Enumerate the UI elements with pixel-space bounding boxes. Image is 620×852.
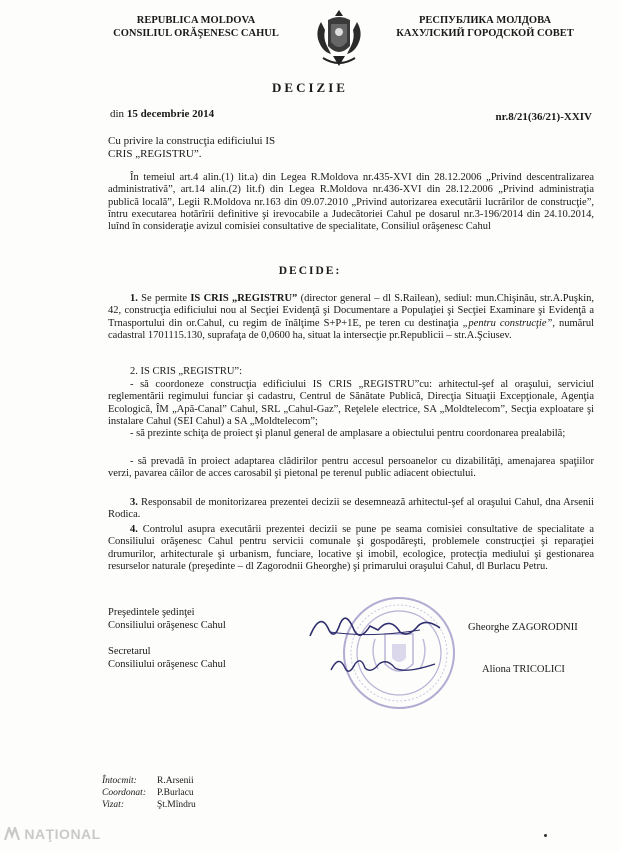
coordonat-value: P.Burlacu <box>157 788 194 798</box>
date-value: 15 decembrie 2014 <box>126 108 215 120</box>
point-2-c-text: - să prevadă în proiect adaptarea clădirilor pentru accesul persoanelor cu dizabilităţi, amenajarea spaţiilor verzi, pavarea căilor de acces carosabil şi pietonal pe terenul public adiacent obiectului. <box>108 456 594 480</box>
point-2-a-text: - să coordoneze construcţia edificiului IS CRIS „REGISTRU”cu: arhitectul-şef al oraşului, serviciul reglementării regimului funciar şi cadastru, Centrul de Sănătate Publică, Direcţia Situaţii Excepţionale, Agenţia Ecologică, ÎM „Apă-Canal” Cahul, SRL „Cahul-Gaz”, Reţelele electrice, SA „Moldtelecom”, Secţia exploatare şi instalare Cahul (SEI Cahul) a SA „Moldtelecom”; <box>108 379 594 427</box>
document-date <box>110 108 214 120</box>
document-title: DECIZIE <box>272 80 348 95</box>
decide-heading: DECIDE: <box>278 265 342 277</box>
point-2-head-text: 2. IS CRIS „REGISTRU”: <box>130 366 243 377</box>
intocmit-label: Întocmit: <box>102 776 137 786</box>
date-prefix: din <box>110 108 125 120</box>
point-1-text-b: (director general – dl S.Railean), sediul: mun.Chişinău, str.A.Puşkin, 42, construcţia edificiului nou al Secţiei Evidenţă şi Documentare a Populaţiei şi Secţiei Examinare şi Evidenţă a Trnasportului din or.Cahul, cu regim de înălţime S+P+1E, pe teren cu destinaţia <box>108 293 595 329</box>
secretary-line2: Consiliului orăşenesc Cahul <box>108 659 226 670</box>
secretary-signature-icon <box>325 650 445 680</box>
moldova-coat-of-arms-icon <box>313 8 365 70</box>
point-2-c <box>108 456 594 481</box>
point-3-text: Responsabil de monitorizarea prezentei decizii se desemnează arhitectul-şef al oraşului Cahul, dna Arsenii Rodica. <box>108 497 595 521</box>
point-4-text: Controlul asupra executării prezentei decizii se pune pe seama comisiei consultative de specialitate a Consiliului orăşenesc Cahul pentru servicii comunale şi gospodăreşti, problemele construcţiei şi reparaţiei drumurilor, arhitecturale şi urbanism, funciare, locative şi imobil, ecologice, protecţia mediului şi gestionarea resurselor naturale (preşedinte – dl Zagorodnii Gheorghe) şi primarului oraşului Cahul, dl Burlacu Petru. <box>108 524 595 572</box>
point-1-bold: IS CRIS „REGISTRU” <box>190 293 298 304</box>
document-number: nr.8/21(36/21)-XXIV <box>495 111 592 123</box>
national-logo-icon <box>4 827 20 841</box>
footer-approvals <box>102 775 262 811</box>
header-right-line1: РЕСПУБЛИКА МОЛДОВА <box>418 15 552 26</box>
chair-name: Gheorghe ZAGORODNII <box>468 622 578 633</box>
point-4 <box>108 524 594 573</box>
point-3-number: 3. <box>130 497 138 508</box>
coordonat-label: Coordonat: <box>102 788 146 798</box>
point-4-number: 4. <box>130 524 138 535</box>
intocmit-value: R.Arsenii <box>157 776 194 786</box>
point-1-text-a: Se permite <box>141 293 188 304</box>
preamble-paragraph <box>108 172 594 233</box>
point-2-b-text: - să prezinte schiţa de proiect şi planul general de amplasare a obiectului pentru coordonarea prealabilă; <box>130 428 566 439</box>
vizat-label: Vizat: <box>102 800 124 810</box>
secretary-title <box>108 645 226 671</box>
point-1-number: 1. <box>130 293 138 304</box>
point-1-italic: „pentru construcţie” <box>462 317 553 329</box>
point-1 <box>108 293 594 342</box>
point-2-b <box>108 428 594 440</box>
point-1-text-c: , numărul cadastral 1701115.130, suprafaţa de 0,0600 ha, situat la intersecţie pr.Republicii – str.A.Şciusev. <box>108 317 595 341</box>
header-right-line2: КАХУЛСКИЙ ГОРОДСКОЙ СОВЕТ <box>396 28 574 39</box>
chair-title <box>108 606 226 632</box>
header-left-line2: CONSILIUL ORĂŞENESC CAHUL <box>113 28 279 39</box>
header-right <box>380 14 590 40</box>
secretary-line1: Secretarul <box>108 646 151 657</box>
point-2-heading <box>108 366 594 378</box>
subject-line2: CRIS „REGISTRU”. <box>108 148 202 160</box>
footer-row-vizat <box>102 799 262 811</box>
subject-line1: Cu privire la construcţia edificiului IS <box>108 135 276 147</box>
point-3 <box>108 497 594 522</box>
secretary-name: Aliona TRICOLICI <box>482 664 565 675</box>
footer-row-coordonat <box>102 787 262 799</box>
speck-mark <box>544 834 547 837</box>
footer-row-intocmit <box>102 775 262 787</box>
chair-line2: Consiliului orăşenesc Cahul <box>108 620 226 631</box>
chair-line1: Preşedintele şedinţei <box>108 607 195 618</box>
point-2-a <box>108 379 594 428</box>
preamble-text: În temeiul art.4 alin.(1) lit.a) din Legea R.Moldova nr.435-XVI din 28.12.2006 „Privind descentralizarea administrativă”, art.14 alin.(2) lit.f) din Legea R.Moldova nr.436-XVI din 28.12.2006 „Privind administraţia publică locală”, Legii R.Moldova nr.163 din 09.07.2010 „Privind autorizarea executării lucrărilor de construcţie”, întru executarea hotărîrii definitive şi irevocabile a Judecătoriei Cahul pe dosarul nr.3-196/2014 din 24.10.2014, luînd în consideraţie avizul comisiei consultative de specialitate, Consiliul orăşenesc Cahul <box>108 172 594 233</box>
vizat-value: Şt.Mîndru <box>157 800 196 810</box>
document-subject <box>108 135 368 161</box>
national-watermark <box>4 826 101 842</box>
watermark-text: NAŢIONAL <box>24 826 101 842</box>
header-left <box>96 14 296 40</box>
chair-signature-icon <box>300 608 450 648</box>
header-left-line1: REPUBLICA MOLDOVA <box>136 15 256 26</box>
